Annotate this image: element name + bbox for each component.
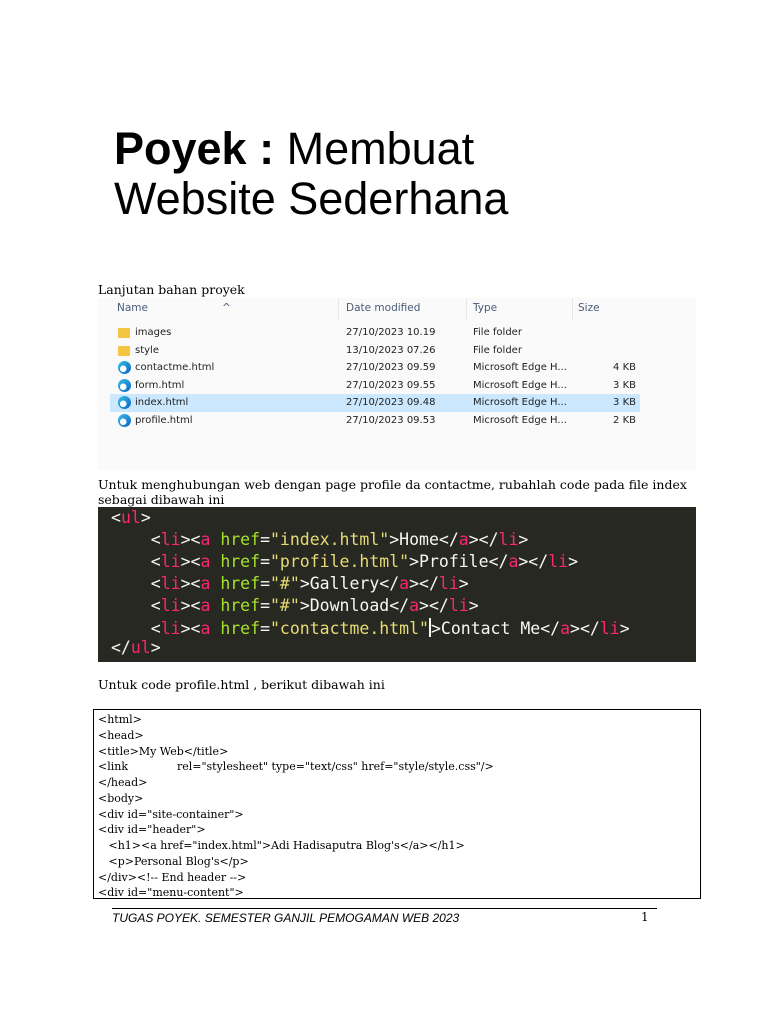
- code-box-line: <body>: [98, 791, 144, 805]
- file-row[interactable]: [110, 324, 640, 342]
- code-box-line: <head>: [98, 728, 144, 742]
- instruction-text: [98, 477, 687, 507]
- title-bold: Poyek :: [114, 123, 275, 174]
- col-separator[interactable]: [466, 298, 467, 320]
- code-tag: ul: [120, 508, 141, 527]
- edge-icon: [118, 379, 131, 392]
- code-link-text: Home: [399, 530, 439, 549]
- file-row[interactable]: [110, 377, 640, 395]
- file-date: 27/10/2023 09.53: [346, 415, 436, 426]
- col-type[interactable]: Type: [473, 302, 498, 314]
- code-link-text: Download: [309, 596, 390, 615]
- file-row[interactable]: [110, 412, 640, 430]
- title-line2: Website Sederhana: [114, 173, 509, 224]
- file-type: File folder: [473, 344, 522, 356]
- file-date: 27/10/2023 09.59: [346, 362, 436, 374]
- edge-icon: [118, 414, 131, 427]
- page-title: [114, 124, 508, 224]
- title-rest: Membuat: [274, 123, 475, 174]
- code-href: "contactme.html": [270, 619, 429, 638]
- code-box-line: </head>: [98, 776, 148, 789]
- code-box-line: <div id="menu-content">: [98, 886, 244, 900]
- col-separator[interactable]: [338, 298, 339, 320]
- file-size: 3 KB: [613, 379, 636, 391]
- col-separator[interactable]: [572, 298, 573, 320]
- file-explorer: [98, 298, 696, 470]
- code-link-text: Profile: [419, 552, 489, 571]
- code-box-line: <p>Personal Blog's</p>: [98, 854, 249, 868]
- file-date: 27/10/2023 09.55: [346, 379, 436, 391]
- file-name: profile.html: [135, 415, 193, 426]
- instruction-line2: sebagai dibawah ini: [98, 492, 225, 507]
- code-box-line: <title>My Web</title>: [98, 744, 229, 758]
- code-line-li: <li><a href="#">Gallery</a></li>: [150, 574, 469, 593]
- file-type: Microsoft Edge H...: [473, 415, 567, 426]
- code-link-text: Contact Me: [440, 619, 541, 638]
- file-row[interactable]: [110, 394, 640, 412]
- code-box-line: <div id="site-container">: [98, 807, 244, 821]
- code-line-li: <li><a href="index.html">Home</a></li>: [150, 530, 529, 549]
- code-link-text: Gallery: [309, 574, 380, 593]
- file-name: index.html: [135, 397, 189, 409]
- file-size: 4 KB: [613, 362, 636, 374]
- code-tag: ul: [130, 638, 151, 657]
- file-type: File folder: [473, 327, 522, 338]
- col-size[interactable]: Size: [578, 302, 600, 314]
- file-name: style: [135, 344, 159, 356]
- code-href: "#": [270, 574, 300, 593]
- file-size: 3 KB: [613, 397, 636, 409]
- edge-icon: [118, 361, 131, 374]
- code-href: "index.html": [270, 530, 390, 549]
- code-line-li: <li><a href="#">Download</a></li>: [150, 596, 479, 615]
- file-name: form.html: [135, 379, 185, 391]
- file-name: contactme.html: [135, 362, 215, 374]
- code-line-ul-close: </ul>: [111, 638, 161, 657]
- code-href: "#": [270, 596, 300, 615]
- file-date: 27/10/2023 09.48: [346, 397, 436, 409]
- folder-icon: [118, 328, 130, 338]
- col-date[interactable]: Date modified: [346, 302, 421, 314]
- profile-code-box: [93, 709, 701, 899]
- intro-text: Lanjutan bahan proyek: [98, 282, 245, 297]
- file-row[interactable]: [110, 342, 640, 360]
- code-box-line: </div><!-- End header -->: [98, 870, 247, 884]
- file-type: Microsoft Edge H...: [473, 362, 567, 374]
- file-size: 2 KB: [613, 415, 636, 426]
- file-type: Microsoft Edge H...: [473, 397, 567, 409]
- code-line-li: <li><a href="contactme.html" >Contact Me</a></li>: [150, 619, 630, 638]
- code-snippet: [98, 507, 696, 662]
- file-name: images: [135, 327, 172, 338]
- file-type: Microsoft Edge H...: [473, 379, 567, 391]
- code-box-line: <div id="header">: [98, 823, 206, 837]
- footer-divider: [112, 908, 657, 909]
- code-box-line: <link rel="stylesheet" type="text/css" href="style/style.css"/>: [98, 760, 494, 774]
- folder-icon: [118, 346, 130, 356]
- code-line-li: <li><a href="profile.html">Profile</a></li>: [150, 552, 578, 571]
- file-date: 27/10/2023 10.19: [346, 327, 436, 338]
- edge-icon: [118, 396, 131, 409]
- code-href: "profile.html": [270, 552, 410, 571]
- explorer-header: [98, 298, 696, 320]
- code-line-ul-open: <ul>: [111, 508, 151, 527]
- sort-caret-icon: ^: [222, 302, 231, 314]
- code-box-line: <h1><a href="index.html">Adi Hadisaputra Blog's</a></h1>: [98, 839, 465, 852]
- profile-intro-text: Untuk code profile.html , berikut dibawah ini: [98, 677, 385, 692]
- page-number: 1: [641, 910, 649, 924]
- col-name[interactable]: Name: [117, 302, 148, 314]
- code-box-line: <html>: [98, 713, 142, 726]
- file-date: 13/10/2023 07.26: [346, 344, 436, 356]
- footer-text: TUGAS POYEK. SEMESTER GANJIL PEMOGAMAN WEB 2023: [112, 911, 460, 925]
- file-row[interactable]: [110, 359, 640, 377]
- instruction-line1: Untuk menghubungan web dengan page profile da contactme, rubahlah code pada file index: [98, 477, 687, 492]
